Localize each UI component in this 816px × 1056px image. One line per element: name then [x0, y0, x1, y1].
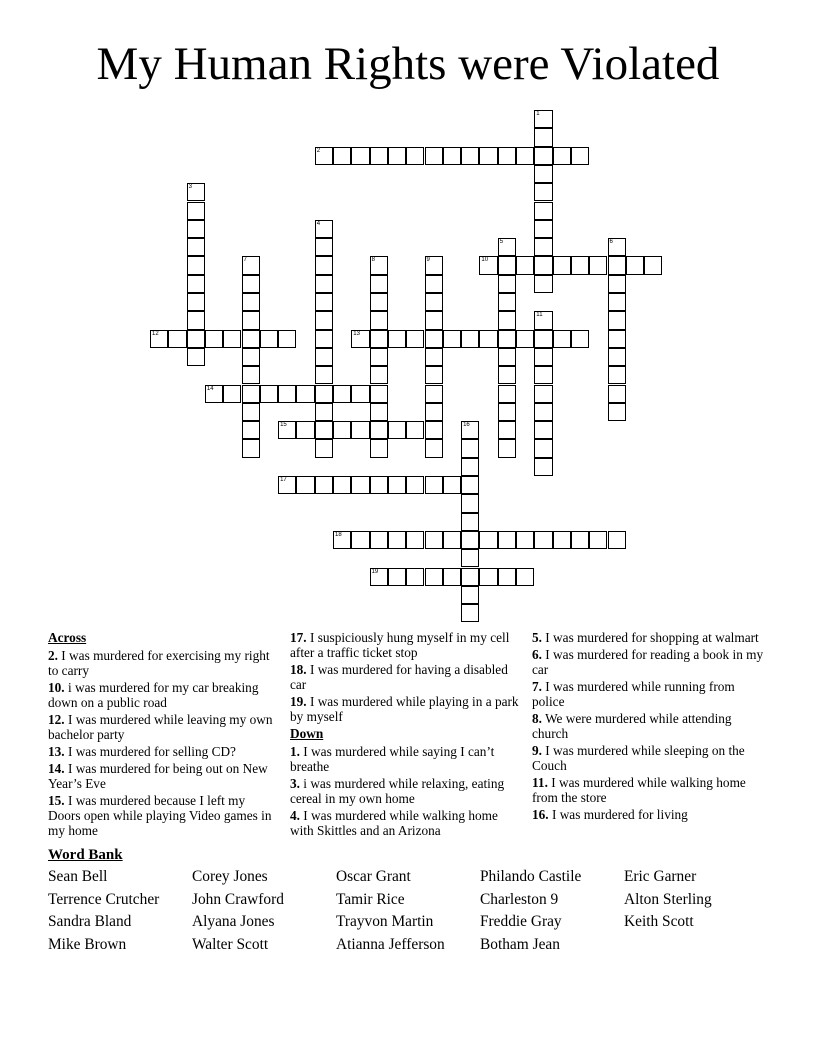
grid-cell[interactable] [608, 385, 626, 403]
grid-cell[interactable] [425, 293, 443, 311]
word-bank-item: Freddie Gray [480, 913, 562, 931]
grid-cell[interactable] [223, 385, 241, 403]
word-bank-heading: Word Bank [48, 847, 123, 863]
clue-text: i was murdered for my car breaking down on a public road [48, 680, 259, 710]
clue-number: 7. [532, 679, 542, 694]
grid-cell[interactable] [370, 531, 388, 549]
grid-cell[interactable] [479, 531, 497, 549]
grid-cell[interactable] [242, 256, 260, 274]
grid-cell[interactable] [534, 202, 552, 220]
grid-cell[interactable] [534, 183, 552, 201]
clue-text: I was murdered for living [548, 807, 688, 822]
grid-cell[interactable] [553, 147, 571, 165]
grid-cell[interactable] [534, 458, 552, 476]
grid-cell[interactable] [425, 311, 443, 329]
grid-cell[interactable] [333, 147, 351, 165]
grid-cell[interactable] [553, 330, 571, 348]
grid-cell[interactable] [187, 275, 205, 293]
grid-cell[interactable] [333, 476, 351, 494]
grid-cell[interactable] [534, 366, 552, 384]
grid-cell[interactable] [461, 494, 479, 512]
grid-cell[interactable] [315, 421, 333, 439]
grid-cell[interactable] [242, 439, 260, 457]
grid-cell[interactable] [388, 531, 406, 549]
grid-cell[interactable] [278, 476, 296, 494]
grid-cell[interactable] [425, 256, 443, 274]
clue-text: We were murdered while attending church [532, 711, 732, 741]
grid-cell[interactable] [425, 348, 443, 366]
clue [290, 776, 522, 806]
clue [532, 711, 764, 741]
grid-cell[interactable] [187, 293, 205, 311]
grid-cell[interactable] [242, 311, 260, 329]
clue-text: I was murdered for having a disabled car [290, 662, 508, 692]
grid-cell[interactable] [516, 256, 534, 274]
cell-number: 11 [536, 312, 543, 319]
clue-text: I was murdered while walking home with Skittles and an Arizona [290, 808, 498, 838]
grid-cell[interactable] [479, 330, 497, 348]
grid-cell[interactable] [425, 568, 443, 586]
clue-text: I was murdered for exercising my right to carry [48, 648, 270, 678]
grid-cell[interactable] [571, 256, 589, 274]
grid-cell[interactable] [351, 147, 369, 165]
cell-number: 17 [280, 477, 287, 483]
grid-cell[interactable] [534, 275, 552, 293]
grid-cell[interactable] [333, 385, 351, 403]
grid-cell[interactable] [242, 348, 260, 366]
grid-cell[interactable] [242, 385, 260, 403]
clue [48, 680, 280, 710]
clue-text: I was murdered while sleeping on the Couch [532, 743, 745, 773]
grid-cell[interactable] [571, 147, 589, 165]
grid-cell[interactable] [534, 348, 552, 366]
grid-cell[interactable] [370, 385, 388, 403]
grid-cell[interactable] [187, 311, 205, 329]
grid-cell[interactable] [553, 256, 571, 274]
grid-cell[interactable] [498, 421, 516, 439]
word-bank-item: Atianna Jefferson [336, 936, 445, 954]
grid-cell[interactable] [370, 476, 388, 494]
grid-cell[interactable] [388, 330, 406, 348]
clue-number: 5. [532, 630, 542, 645]
clue-text: i was murdered while relaxing, eating cereal in my own home [290, 776, 505, 806]
grid-cell[interactable] [479, 568, 497, 586]
cell-number: 7 [243, 257, 247, 264]
grid-cell[interactable] [278, 421, 296, 439]
grid-cell[interactable] [534, 110, 552, 128]
grid-cell[interactable] [589, 256, 607, 274]
grid-cell[interactable] [571, 531, 589, 549]
grid-cell[interactable] [333, 421, 351, 439]
grid-cell[interactable] [370, 293, 388, 311]
grid-cell[interactable] [461, 513, 479, 531]
grid-cell[interactable] [534, 238, 552, 256]
grid-cell[interactable] [516, 568, 534, 586]
word-bank-item: Alyana Jones [192, 913, 275, 931]
clue-text: I was murdered while leaving my own bachelor party [48, 712, 273, 742]
grid-cell[interactable] [242, 366, 260, 384]
grid-cell[interactable] [406, 568, 424, 586]
grid-cell[interactable] [315, 476, 333, 494]
grid-cell[interactable] [315, 366, 333, 384]
cell-number: 4 [316, 220, 321, 227]
grid-cell[interactable] [370, 256, 388, 274]
clue-number: 3. [290, 776, 300, 791]
across-heading: Across [48, 630, 87, 645]
clue-number: 11. [532, 775, 548, 790]
grid-cell[interactable] [608, 366, 626, 384]
clue-number: 4. [290, 808, 300, 823]
clue [532, 679, 764, 709]
clue-number: 18. [290, 662, 307, 677]
grid-cell[interactable] [296, 476, 314, 494]
grid-cell[interactable] [351, 531, 369, 549]
clue-number: 14. [48, 761, 65, 776]
grid-cell[interactable] [370, 275, 388, 293]
grid-cell[interactable] [534, 220, 552, 238]
word-bank-item: Charleston 9 [480, 890, 559, 908]
grid-cell[interactable] [461, 421, 479, 439]
cell-number: 2 [316, 147, 321, 154]
grid-cell[interactable] [315, 220, 333, 238]
grid-cell[interactable] [388, 476, 406, 494]
word-bank-item: Terrence Crutcher [48, 890, 160, 908]
word-bank-item: Alton Sterling [624, 890, 712, 908]
grid-cell[interactable] [461, 439, 479, 457]
grid-cell[interactable] [315, 275, 333, 293]
grid-cell[interactable] [608, 531, 626, 549]
word-bank-item: Eric Garner [624, 868, 697, 885]
grid-cell[interactable] [498, 275, 516, 293]
grid-cell[interactable] [425, 330, 443, 348]
grid-cell[interactable] [534, 385, 552, 403]
clue [532, 647, 764, 677]
clue-text: I was murdered while running from police [532, 679, 735, 709]
clue-column-2 [290, 630, 522, 840]
grid-cell[interactable] [187, 348, 205, 366]
cell-number: 14 [206, 385, 214, 392]
grid-cell[interactable] [498, 238, 516, 256]
grid-cell[interactable] [315, 238, 333, 256]
grid-cell[interactable] [370, 330, 388, 348]
grid-cell[interactable] [425, 421, 443, 439]
grid-cell[interactable] [571, 330, 589, 348]
grid-cell[interactable] [479, 256, 497, 274]
clue [532, 775, 764, 805]
grid-cell[interactable] [260, 330, 278, 348]
clue [532, 807, 764, 822]
grid-cell[interactable] [315, 403, 333, 421]
grid-cell[interactable] [608, 238, 626, 256]
clue [290, 662, 522, 692]
word-bank-item: Keith Scott [624, 913, 694, 931]
grid-cell[interactable] [150, 330, 168, 348]
grid-cell[interactable] [608, 330, 626, 348]
grid-cell[interactable] [370, 311, 388, 329]
grid-cell[interactable] [534, 256, 552, 274]
grid-cell[interactable] [443, 531, 461, 549]
grid-cell[interactable] [315, 439, 333, 457]
grid-cell[interactable] [608, 403, 626, 421]
grid-cell[interactable] [498, 330, 516, 348]
grid-cell[interactable] [351, 476, 369, 494]
grid-cell[interactable] [516, 147, 534, 165]
grid-cell[interactable] [296, 385, 314, 403]
grid-cell[interactable] [187, 238, 205, 256]
grid-cell[interactable] [388, 568, 406, 586]
clue-number: 19. [290, 694, 307, 709]
grid-cell[interactable] [242, 403, 260, 421]
cell-number: 1 [536, 111, 540, 117]
down-heading: Down [290, 726, 324, 741]
grid-cell[interactable] [370, 147, 388, 165]
clue [48, 793, 280, 838]
clue-number: 15. [48, 793, 65, 808]
grid-cell[interactable] [260, 385, 278, 403]
grid-cell[interactable] [443, 476, 461, 494]
grid-cell[interactable] [425, 403, 443, 421]
grid-cell[interactable] [479, 147, 497, 165]
grid-cell[interactable] [205, 330, 223, 348]
grid-cell[interactable] [498, 403, 516, 421]
grid-cell[interactable] [425, 275, 443, 293]
grid-cell[interactable] [443, 330, 461, 348]
grid-cell[interactable] [498, 147, 516, 165]
grid-cell[interactable] [315, 147, 333, 165]
grid-cell[interactable] [498, 293, 516, 311]
clue [290, 694, 522, 724]
grid-cell[interactable] [534, 330, 552, 348]
grid-cell[interactable] [187, 183, 205, 201]
cell-number: 3 [188, 184, 192, 191]
grid-cell[interactable] [461, 604, 479, 622]
word-bank-item: Sandra Bland [48, 913, 132, 931]
word-bank-item: Botham Jean [480, 936, 560, 954]
grid-cell[interactable] [315, 348, 333, 366]
grid-cell[interactable] [425, 366, 443, 384]
grid-cell[interactable] [406, 147, 424, 165]
grid-cell[interactable] [296, 421, 314, 439]
grid-cell[interactable] [242, 421, 260, 439]
grid-cell[interactable] [461, 330, 479, 348]
grid-cell[interactable] [242, 293, 260, 311]
grid-cell[interactable] [461, 568, 479, 586]
grid-cell[interactable] [370, 421, 388, 439]
word-bank-item: Corey Jones [192, 868, 268, 885]
clue-number: 16. [532, 807, 549, 822]
clue-number: 2. [48, 648, 58, 663]
grid-cell[interactable] [534, 439, 552, 457]
clue-number: 10. [48, 680, 65, 695]
word-bank-item: Sean Bell [48, 868, 108, 885]
grid-cell[interactable] [461, 586, 479, 604]
clue-text: I was murdered for reading a book in my car [532, 647, 764, 677]
grid-cell[interactable] [370, 439, 388, 457]
grid-cell[interactable] [534, 128, 552, 146]
grid-cell[interactable] [534, 403, 552, 421]
cell-number: 15 [280, 422, 287, 429]
clue [532, 630, 764, 645]
clue-text: I was murdered for being out on New Year’s Eve [48, 761, 268, 791]
cell-number: 9 [426, 257, 430, 264]
grid-cell[interactable] [315, 293, 333, 311]
cell-number: 5 [499, 239, 504, 246]
grid-cell[interactable] [187, 202, 205, 220]
clue-text: I was murdered for selling CD? [64, 744, 236, 759]
clue [290, 808, 522, 838]
grid-cell[interactable] [516, 531, 534, 549]
grid-cell[interactable] [498, 366, 516, 384]
grid-cell[interactable] [351, 330, 369, 348]
cell-number: 10 [481, 257, 489, 264]
grid-cell[interactable] [223, 330, 241, 348]
grid-cell[interactable] [187, 330, 205, 348]
grid-cell[interactable] [370, 366, 388, 384]
grid-cell[interactable] [461, 458, 479, 476]
grid-cell[interactable] [498, 256, 516, 274]
clue-number: 1. [290, 744, 300, 759]
grid-cell[interactable] [425, 531, 443, 549]
puzzle-title: My Human Rights were Violated [96, 38, 720, 90]
grid-cell[interactable] [351, 385, 369, 403]
clue [290, 744, 522, 774]
clue-text: I was murdered for shopping at walmart [541, 630, 759, 645]
grid-cell[interactable] [315, 385, 333, 403]
grid-cell[interactable] [388, 421, 406, 439]
word-bank-item: Tamir Rice [336, 890, 405, 908]
grid-cell[interactable] [168, 330, 186, 348]
cell-number: 13 [353, 330, 360, 337]
clue-number: 6. [532, 647, 542, 662]
word-bank-item: Walter Scott [192, 936, 269, 954]
grid-cell[interactable] [388, 147, 406, 165]
clue-text: I was murdered while saying I can’t breathe [290, 744, 495, 774]
grid-cell[interactable] [498, 311, 516, 329]
grid-cell[interactable] [516, 330, 534, 348]
cell-number: 6 [609, 239, 613, 246]
grid-cell[interactable] [534, 165, 552, 183]
grid-cell[interactable] [425, 385, 443, 403]
cell-number: 16 [463, 422, 470, 429]
grid-cell[interactable] [553, 531, 571, 549]
clue-text: I was murdered because I left my Doors open while playing Video games in my home [48, 793, 272, 838]
clue-number: 12. [48, 712, 65, 727]
grid-cell[interactable] [608, 293, 626, 311]
word-bank-item: John Crawford [192, 890, 284, 908]
grid-cell[interactable] [498, 439, 516, 457]
cell-number: 8 [371, 257, 375, 264]
grid-cell[interactable] [315, 311, 333, 329]
grid-cell[interactable] [242, 275, 260, 293]
grid-cell[interactable] [589, 531, 607, 549]
grid-cell[interactable] [608, 311, 626, 329]
grid-cell[interactable] [425, 476, 443, 494]
grid-cell[interactable] [608, 275, 626, 293]
clue-text: I was murdered while playing in a park by myself [290, 694, 519, 724]
grid-cell[interactable] [498, 531, 516, 549]
grid-cell[interactable] [644, 256, 662, 274]
clue [290, 630, 522, 660]
grid-cell[interactable] [187, 220, 205, 238]
clue-number: 17. [290, 630, 307, 645]
grid-cell[interactable] [534, 421, 552, 439]
clue [48, 648, 280, 678]
grid-cell[interactable] [205, 385, 223, 403]
grid-cell[interactable] [406, 330, 424, 348]
grid-cell[interactable] [187, 256, 205, 274]
grid-cell[interactable] [370, 568, 388, 586]
clue-number: 9. [532, 743, 542, 758]
word-bank-item: Mike Brown [48, 936, 127, 954]
grid-cell[interactable] [315, 330, 333, 348]
grid-cell[interactable] [461, 147, 479, 165]
grid-cell[interactable] [498, 348, 516, 366]
clue [532, 743, 764, 773]
clue [48, 761, 280, 791]
grid-cell[interactable] [351, 421, 369, 439]
grid-cell[interactable] [370, 348, 388, 366]
word-bank-item: Trayvon Martin [336, 913, 434, 931]
grid-cell[interactable] [443, 568, 461, 586]
clue-number: 8. [532, 711, 542, 726]
grid-cell[interactable] [278, 330, 296, 348]
cell-number: 19 [371, 568, 379, 575]
grid-cell[interactable] [425, 147, 443, 165]
grid-cell[interactable] [425, 439, 443, 457]
clue-column-1 [48, 630, 280, 840]
grid-cell[interactable] [443, 147, 461, 165]
grid-cell[interactable] [406, 476, 424, 494]
grid-cell[interactable] [498, 568, 516, 586]
clue-number: 13. [48, 744, 65, 759]
grid-cell[interactable] [608, 256, 626, 274]
grid-cell[interactable] [534, 147, 552, 165]
grid-cell[interactable] [626, 256, 644, 274]
grid-cell[interactable] [242, 330, 260, 348]
grid-cell[interactable] [406, 421, 424, 439]
cell-number: 18 [335, 531, 342, 538]
grid-cell[interactable] [608, 348, 626, 366]
clue-text: I was murdered while walking home from the store [532, 775, 746, 805]
clue-text: I suspiciously hung myself in my cell after a traffic ticket stop [290, 630, 510, 660]
clue-column-3 [532, 630, 764, 824]
grid-cell[interactable] [461, 476, 479, 494]
grid-cell[interactable] [370, 403, 388, 421]
grid-cell[interactable] [406, 531, 424, 549]
clue [48, 712, 280, 742]
grid-cell[interactable] [315, 256, 333, 274]
word-bank-item: Philando Castile [480, 868, 582, 885]
clue [48, 744, 280, 759]
word-bank-item: Oscar Grant [336, 868, 411, 885]
grid-cell[interactable] [498, 385, 516, 403]
cell-number: 12 [152, 330, 159, 337]
grid-cell[interactable] [461, 531, 479, 549]
grid-cell[interactable] [534, 531, 552, 549]
grid-cell[interactable] [333, 531, 351, 549]
grid-cell[interactable] [534, 311, 552, 329]
grid-cell[interactable] [461, 549, 479, 567]
grid-cell[interactable] [278, 385, 296, 403]
